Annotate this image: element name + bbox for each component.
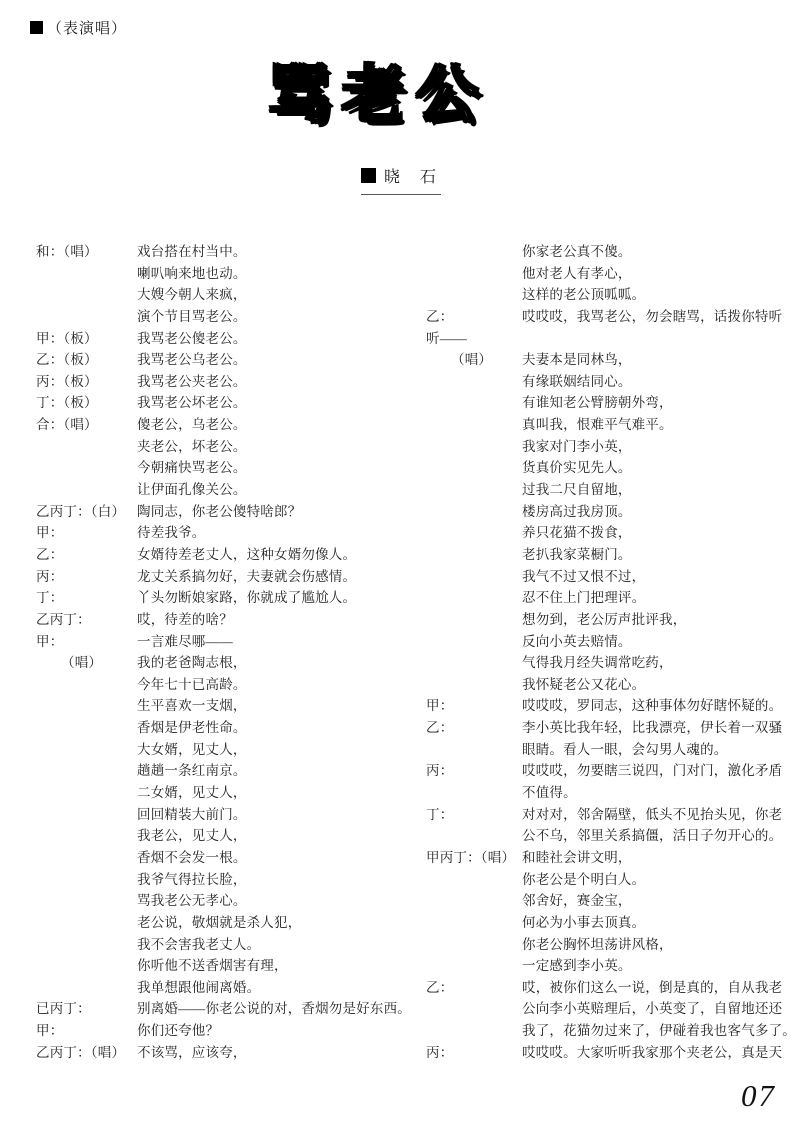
script-line (30, 890, 410, 912)
script-line (30, 522, 410, 544)
page-title: 骂老公 (268, 62, 491, 130)
line-text: 老公说，敬烟就是杀人犯， (137, 914, 302, 930)
line-text: 喇叭响来地也动。 (137, 265, 247, 281)
line-text: 我骂老公坏老公。 (137, 395, 247, 411)
line-text: 大女婿，见丈人， (137, 741, 247, 757)
script-line (420, 522, 795, 544)
script-line (420, 782, 795, 804)
script-line (420, 912, 795, 934)
line-text: 傻老公，乌老公。 (137, 417, 247, 433)
script-line (420, 977, 795, 999)
line-text: 何必为小事去顶真。 (522, 914, 646, 930)
speaker-label: 丁：（板） (36, 395, 98, 411)
line-text: 生平喜欢一支烟， (137, 698, 247, 714)
script-line (30, 306, 410, 328)
script-line (30, 804, 410, 826)
script-line (30, 544, 410, 566)
script-line (30, 328, 410, 350)
category-label (30, 17, 127, 38)
script-line (30, 955, 410, 977)
script-line (30, 392, 410, 414)
script-line (420, 652, 795, 674)
speaker-label: （唱） (451, 352, 493, 368)
line-text: 龙丈关系搞勿好，夫妻就会伤感情。 (137, 568, 357, 584)
script-line (30, 847, 410, 869)
script-line (30, 457, 410, 479)
speaker-label: 丙： (36, 568, 64, 584)
byline (361, 164, 441, 195)
speaker-label: 甲： (36, 633, 64, 649)
script-line (420, 241, 795, 263)
line-text: 真叫我，恨难平气难平。 (522, 417, 673, 433)
script-line (30, 739, 410, 761)
speaker-label: 甲： (36, 1023, 64, 1039)
author-name: 晓 石 (384, 169, 439, 186)
line-text: 对对对，邻舍隔壁，低头不见抬头见，你老 (522, 806, 783, 822)
line-text: 大嫂今朝人来疯， (137, 287, 247, 303)
speaker-label: 丙： (426, 1044, 454, 1060)
script-line (30, 587, 410, 609)
line-text: 我爷气得拉长脸， (137, 871, 247, 887)
line-text: 今朝痛快骂老公。 (137, 460, 247, 476)
line-text: 女婿待差老丈人，这种女婿勿像人。 (137, 546, 357, 562)
line-text: 我骂老公傻老公。 (137, 330, 247, 346)
script-line (420, 674, 795, 696)
line-text: 和睦社会讲文明， (522, 849, 632, 865)
script-line (420, 371, 795, 393)
line-text: 养只花猫不拨食， (522, 525, 632, 541)
speaker-label: （唱） (61, 655, 103, 671)
line-text: 公向李小英赔理后，小英变了，自留地还还 (522, 1001, 783, 1017)
script-line (420, 392, 795, 414)
script-line (30, 241, 410, 263)
line-text: 老扒我家菜橱门。 (522, 546, 632, 562)
line-text: 哎，被你们这么一说，倒是真的，自从我老 (522, 979, 783, 995)
script-line (30, 609, 410, 631)
line-text: 想勿到，老公厉声批评我， (522, 611, 687, 627)
script-line (30, 998, 410, 1020)
script-line (30, 349, 410, 371)
script-line (420, 349, 795, 371)
line-text: 听—— (426, 330, 468, 346)
script-line (420, 760, 795, 782)
line-text: 我不会害我老丈人。 (137, 936, 261, 952)
script-line (420, 934, 795, 956)
script-line (420, 955, 795, 977)
script-line (420, 804, 795, 826)
line-text: 邻舍好，赛金宝， (522, 893, 632, 909)
line-text: 我气不过又恨不过， (522, 568, 646, 584)
script-line (30, 263, 410, 285)
page-number: 07 (741, 1078, 776, 1113)
script-line (30, 501, 410, 523)
speaker-label: 丙：（板） (36, 373, 98, 389)
script-line (30, 1020, 410, 1042)
script-line (420, 457, 795, 479)
script-line (420, 306, 795, 328)
line-text: 一定感到李小英。 (522, 958, 632, 974)
script-line (420, 566, 795, 588)
script-line (30, 1042, 410, 1064)
category-text: （表演唱） (47, 21, 128, 37)
speaker-label: 乙： (36, 546, 64, 562)
script-line (30, 760, 410, 782)
speaker-label: 乙： (426, 979, 454, 995)
line-text: 哎哎哎，罗同志，这种事体勿好瞎怀疑的。 (522, 698, 783, 714)
line-text: 骂我老公无孝心。 (137, 893, 247, 909)
script-line (30, 912, 410, 934)
script-line (420, 501, 795, 523)
line-text: 忍不住上门把理评。 (522, 590, 646, 606)
script-line (420, 998, 795, 1020)
speaker-label: 甲： (426, 698, 454, 714)
line-text: 有谁知老公臂膀朝外弯， (522, 395, 673, 411)
speaker-label: 乙丙丁：（唱） (36, 1044, 126, 1060)
line-text: 有缘联姻结同心。 (522, 373, 632, 389)
line-text: 楼房高过我房顶。 (522, 503, 632, 519)
line-text: 香烟不会发一根。 (137, 849, 247, 865)
script-line (420, 479, 795, 501)
line-text: 我单想跟他闹离婚。 (137, 979, 261, 995)
script-line (30, 717, 410, 739)
line-text: 哎哎哎，勿要瞎三说四，门对门，激化矛盾 (522, 763, 783, 779)
line-text: 过我二尺自留地， (522, 482, 632, 498)
script-line (420, 1042, 795, 1064)
line-text: 陶同志，你老公傻特啥郎？ (137, 503, 302, 519)
script-line (420, 544, 795, 566)
script-line (30, 566, 410, 588)
script-line (420, 739, 795, 761)
speaker-label: 已丙丁： (36, 1001, 91, 1017)
speaker-label: 甲丙丁：（唱） (426, 849, 516, 865)
line-text: 气得我月经失调常吃药， (522, 655, 673, 671)
script-line (420, 717, 795, 739)
script-line (420, 587, 795, 609)
speaker-label: 甲： (36, 525, 64, 541)
line-text: 戏台搭在村当中。 (137, 244, 247, 259)
script-column-right (420, 241, 795, 1063)
line-text: 我骂老公夹老公。 (137, 373, 247, 389)
script-column-left (30, 241, 410, 1063)
line-text: 香烟是伊老性命。 (137, 720, 247, 736)
speaker-label: 甲：（板） (36, 330, 98, 346)
line-text: 哎哎哎。大家听听我家那个夹老公，真是天 (522, 1044, 783, 1060)
line-text: 不该骂，应该夸， (137, 1044, 247, 1060)
script-line (30, 652, 410, 674)
script-line (30, 631, 410, 653)
line-text: 我家对门李小英， (522, 438, 632, 454)
line-text: 我骂老公乌老公。 (137, 352, 247, 368)
line-text: 今年七十已高龄。 (137, 676, 247, 692)
speaker-label: 乙丙丁： (36, 611, 91, 627)
speaker-label: 和：（唱） (36, 244, 98, 259)
line-text: 二女婿，见丈人， (137, 785, 247, 801)
script-line (420, 869, 795, 891)
line-text: 他对老人有孝心， (522, 265, 632, 281)
line-text: 反向小英去赔情。 (522, 633, 632, 649)
line-text: 不值得。 (522, 785, 577, 801)
script-line (420, 609, 795, 631)
line-text: 我怀疑老公又花心。 (522, 676, 646, 692)
line-text: 你老公胸怀坦荡讲风格， (522, 936, 673, 952)
script-line (420, 825, 795, 847)
speaker-label: 乙：（板） (36, 352, 98, 368)
line-text: 你们还夸他？ (137, 1023, 220, 1039)
script-line (30, 934, 410, 956)
script-line (420, 695, 795, 717)
line-text: 丫头勿断娘家路，你就成了尴尬人。 (137, 590, 357, 606)
script-line (420, 284, 795, 306)
script-line (30, 977, 410, 999)
speaker-label: 丁： (426, 806, 454, 822)
script-line (30, 674, 410, 696)
line-text: 我了，花猫勿过来了，伊碰着我也客气多了。 (522, 1023, 796, 1039)
line-text: 这样的老公顶呱呱。 (522, 287, 646, 303)
line-text: 夫妻本是同林鸟， (522, 352, 632, 368)
speaker-label: 合：（唱） (36, 417, 98, 433)
speaker-label: 丁： (36, 590, 64, 606)
line-text: 你老公是个明白人。 (522, 871, 646, 887)
speaker-label: 乙丙丁：（白） (36, 503, 126, 519)
line-text: 我的老爸陶志根， (137, 655, 247, 671)
speaker-label: 乙： (426, 720, 454, 736)
line-text: 李小英比我年轻，比我漂亮，伊长着一双骚 (522, 720, 783, 736)
script-line (420, 414, 795, 436)
script-line (420, 263, 795, 285)
line-text: 待差我爷。 (137, 525, 206, 541)
line-text: 我老公，见丈人， (137, 828, 247, 844)
line-text: 一言难尽哪—— (137, 633, 233, 649)
script-line (30, 436, 410, 458)
square-bullet-icon (361, 168, 376, 183)
script-line (30, 284, 410, 306)
line-text: 公不乌，邻里关系搞僵，活日子勿开心的。 (522, 828, 783, 844)
script-line (30, 371, 410, 393)
line-text: 夹老公，坏老公。 (137, 438, 247, 454)
line-text: 你听他不送香烟害有理， (137, 958, 288, 974)
line-text: 货真价实见先人。 (522, 460, 632, 476)
script-line (30, 414, 410, 436)
script-line (420, 890, 795, 912)
script-line (420, 847, 795, 869)
line-text: 哎，待差的啥？ (137, 611, 233, 627)
script-line (420, 328, 795, 350)
line-text: 趟趟一条红南京。 (137, 763, 247, 779)
script-line (30, 695, 410, 717)
speaker-label: 乙： (426, 308, 454, 324)
script-line (30, 479, 410, 501)
square-bullet-icon (30, 21, 43, 34)
line-text: 眼睛。看人一眼，会勾男人魂的。 (522, 741, 728, 757)
script-line (30, 782, 410, 804)
script-line (420, 1020, 795, 1042)
script-line (420, 631, 795, 653)
line-text: 回回精装大前门。 (137, 806, 247, 822)
script-line (420, 436, 795, 458)
line-text: 别离婚——你老公说的对，香烟勿是好东西。 (137, 1001, 411, 1017)
script-line (30, 825, 410, 847)
line-text: 你家老公真不傻。 (522, 244, 632, 259)
line-text: 演个节目骂老公。 (137, 308, 247, 324)
line-text: 让伊面孔像关公。 (137, 482, 247, 498)
line-text: 哎哎哎，我骂老公，勿会瞎骂，话拨你特听 (522, 308, 783, 324)
speaker-label: 丙： (426, 763, 454, 779)
script-line (30, 869, 410, 891)
